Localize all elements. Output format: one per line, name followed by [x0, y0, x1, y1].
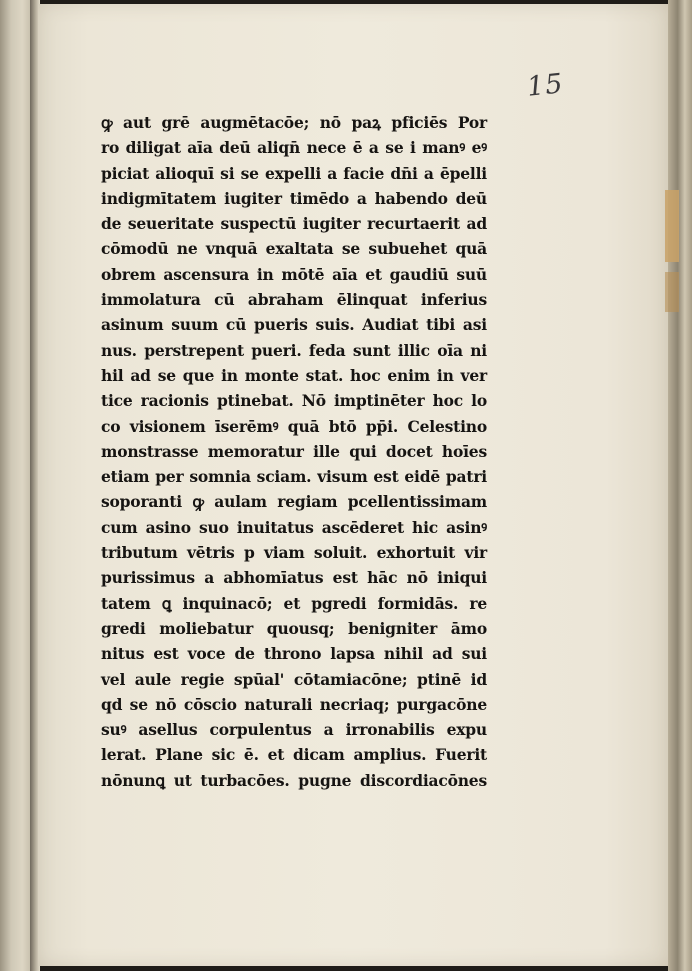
text-line: cum asino suo inuitatus ascēderet hic asinꝰ [101, 517, 487, 537]
folio-number: 15 [525, 68, 565, 103]
text-line: qd se nō cōscio naturali necriaq; purgacōne [101, 694, 487, 714]
text-line: monstrasse memoratur ille qui docet hoīes [101, 441, 487, 461]
text-line: tatem ꝗ inquinacō; et pgredi formidās. re [101, 593, 487, 613]
text-line: obrem ascensura in mōtē aīa et gaudiū suū [101, 264, 487, 284]
text-line: co visionem īserēmꝰ quā btō pp̄i. Celestino [101, 416, 487, 436]
text-line: nitus est voce de throno lapsa nihil ad sui [101, 644, 487, 664]
text-line: immolatura cū abraham ēlinquat inferius [101, 290, 487, 310]
text-line: asinum suum cū pueris suis. Audiat tibi asi [101, 315, 487, 335]
text-line: indigmītatem iugiter timēdo a habendo deū [101, 188, 487, 208]
text-line: suꝰ asellus corpulentus a irronabilis expu [101, 720, 487, 740]
text-line: ro diligat aīa deū aliqn̄ nece ē a se i manꝰ eꝰ [101, 138, 487, 158]
printed-text-block [101, 110, 487, 793]
text-line: gredi moliebatur quousq; benigniter āmo [101, 618, 487, 638]
edge-stain-lower [665, 272, 679, 312]
text-line: cōmodū ne vnquā exaltata se subuehet quā [101, 239, 487, 259]
edge-stain [665, 190, 679, 262]
text-line: purissimus a abhomīatus est hāc nō iniqui [101, 568, 487, 588]
text-line: soporanti ꝙ aulam regiam pcellentissimam [101, 492, 487, 512]
text-line: tice racionis ptinebat. Nō imptinēter hoc lo [101, 391, 487, 411]
left-page-edge [0, 0, 32, 971]
text-line: tributum vētris p viam soluit. exhortuit vir [101, 543, 487, 563]
text-line: lerat. Plane sic ē. et dicam amplius. Fuerit [101, 745, 487, 765]
text-line: hil ad se que in monte stat. hoc enim in ver [101, 365, 487, 385]
text-line: nus. perstrepent pueri. feda sunt illic oīa ni [101, 340, 487, 360]
text-line: vel aule regie spūal' cōtamiacōne; ptinē id [101, 669, 487, 689]
text-line: piciat alioquī si se expelli a facie dn̄i a ēpelli [101, 163, 487, 183]
text-line: ꝙ aut grē augmētacōe; nō paꝝ pficiēs Por [101, 113, 487, 132]
text-line: de seueritate suspectū iugiter recurtaerit ad [101, 214, 487, 234]
text-line: nōnunꝗ ut turbacōes. pugne discordiacōnes [101, 770, 487, 790]
page-stack-edge [668, 0, 692, 971]
text-line: etiam per somnia sciam. visum est eidē patri [101, 467, 487, 487]
